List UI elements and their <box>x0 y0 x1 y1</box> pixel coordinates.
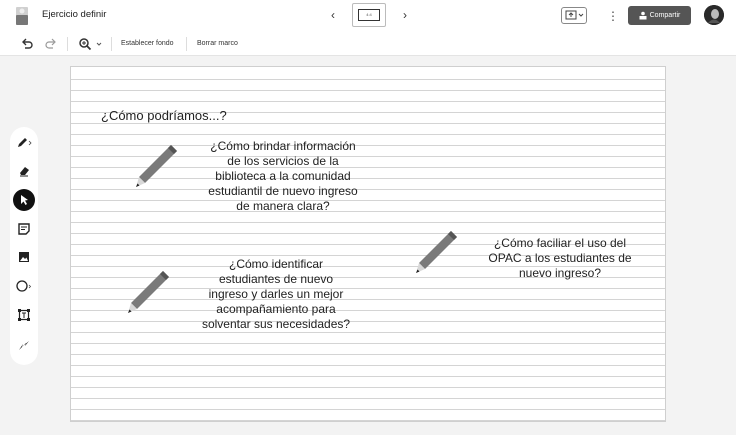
zoom-dropdown-chevron-down-icon[interactable] <box>95 37 103 51</box>
shape-tool[interactable] <box>14 276 34 296</box>
app-logo[interactable] <box>13 5 31 27</box>
sticky-note-3[interactable] <box>469 236 651 281</box>
laser-tool[interactable] <box>14 335 34 355</box>
note-line: ¿Cómo identificar <box>228 257 324 271</box>
eraser-tool[interactable] <box>14 161 34 181</box>
frame-counter: 4:4 <box>358 9 380 21</box>
image-icon <box>17 250 31 264</box>
sticky-note-icon <box>17 222 31 236</box>
select-tool[interactable] <box>13 189 35 211</box>
pencil-icon[interactable] <box>131 141 183 193</box>
note-line: acompañamiento para <box>216 302 336 316</box>
laser-icon <box>17 338 31 352</box>
note-line: de manera clara? <box>236 199 330 213</box>
share-lock-icon <box>639 11 647 20</box>
avatar[interactable] <box>704 5 724 25</box>
sticky-note-1[interactable] <box>195 139 371 214</box>
present-icon <box>562 8 586 23</box>
note-line: ingreso y darles un mejor <box>208 287 344 301</box>
toolbar-divider <box>186 37 187 51</box>
note-line: estudiantes de nuevo <box>218 272 334 286</box>
image-tool[interactable] <box>14 247 34 267</box>
present-button[interactable] <box>561 7 587 24</box>
pencil-icon[interactable] <box>411 227 463 279</box>
document-title[interactable]: Ejercicio definir <box>42 9 107 20</box>
toolbar-divider <box>67 37 68 51</box>
sticky-note-tool[interactable] <box>14 219 34 239</box>
zoom-icon[interactable] <box>78 37 92 51</box>
text-box-icon <box>17 308 31 322</box>
pen-icon <box>15 135 33 149</box>
eraser-icon <box>17 164 31 178</box>
next-frame-button[interactable]: › <box>403 8 407 22</box>
share-button[interactable] <box>628 6 691 25</box>
more-options-button[interactable]: ⋮ <box>607 9 619 23</box>
note-line: ¿Cómo faciliar el uso del <box>493 236 627 250</box>
note-line: biblioteca a la comunidad <box>215 169 351 183</box>
frame-thumbnail-button[interactable] <box>352 3 386 27</box>
jamboard-canvas[interactable] <box>70 66 666 422</box>
share-label: Compartir <box>649 12 681 19</box>
clear-frame-button[interactable]: Borrar marco <box>197 40 238 47</box>
canvas-heading[interactable]: ¿Cómo podríamos...? <box>101 108 227 123</box>
sticky-note-2[interactable] <box>185 257 367 332</box>
tool-strip <box>10 127 38 365</box>
select-icon <box>18 194 30 206</box>
undo-icon[interactable] <box>20 37 34 51</box>
circle-icon <box>15 279 33 293</box>
text-box-tool[interactable] <box>14 305 34 325</box>
note-line: solventar sus necesidades? <box>201 317 351 331</box>
note-line: ¿Cómo brindar información <box>210 139 356 153</box>
previous-frame-button[interactable]: ‹ <box>331 8 335 22</box>
top-bar <box>0 0 736 32</box>
set-background-button[interactable]: Establecer fondo <box>121 40 174 47</box>
note-line: de los servicios de la <box>227 154 339 168</box>
note-line: estudiantil de nuevo ingreso <box>208 184 358 198</box>
pencil-icon[interactable] <box>123 267 175 319</box>
note-line: nuevo ingreso? <box>518 266 602 280</box>
pen-tool[interactable] <box>14 132 34 152</box>
toolbar-divider <box>111 37 112 51</box>
edit-toolbar <box>0 32 736 56</box>
note-line: OPAC a los estudiantes de <box>488 251 632 265</box>
redo-icon[interactable] <box>44 37 58 51</box>
